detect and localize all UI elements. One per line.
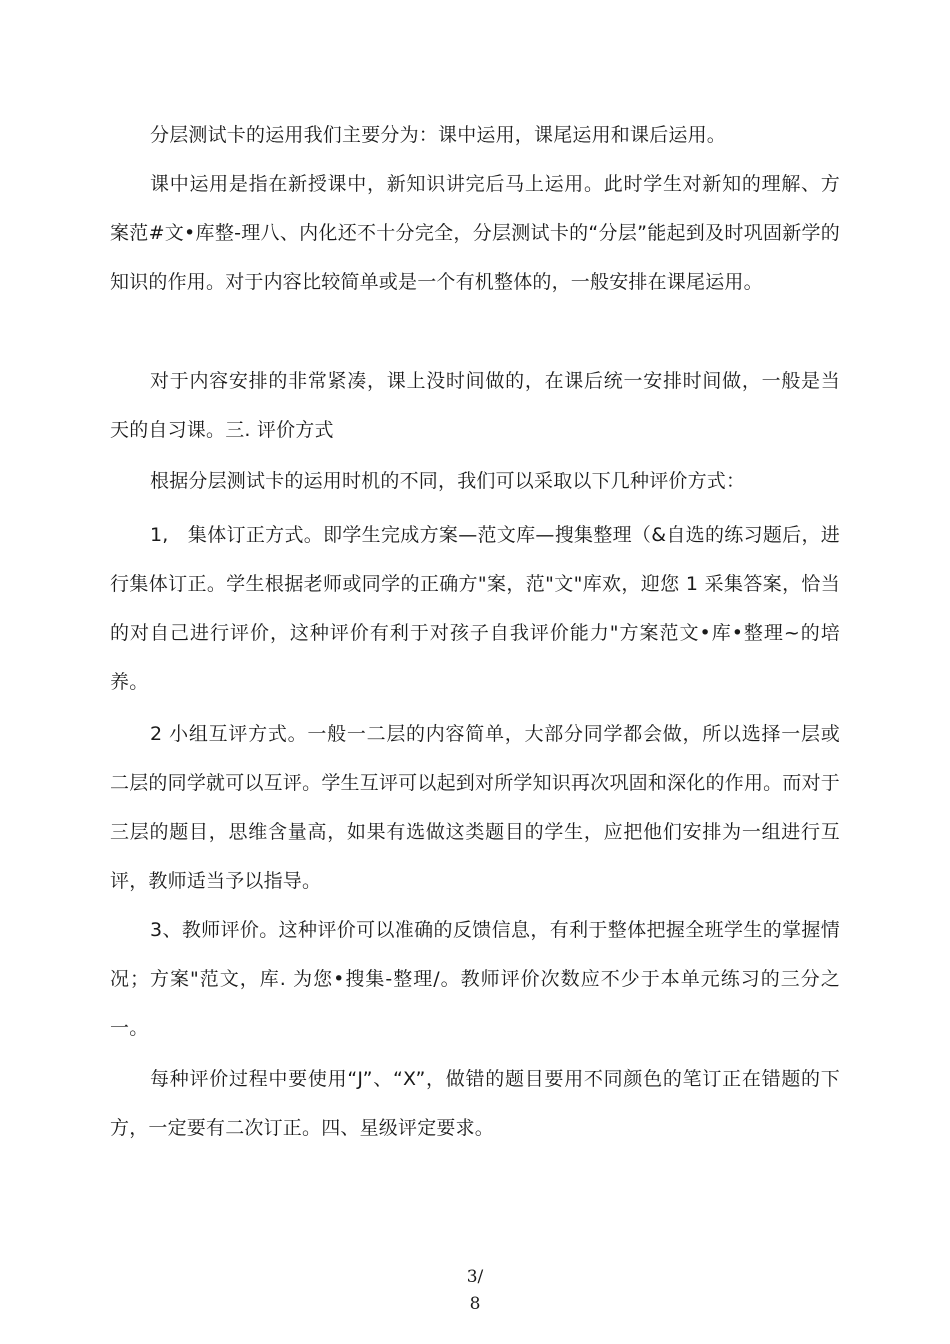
- page-number: [455, 1264, 495, 1318]
- paragraph-5: 1, 集体订正方式。即学生完成方案—范文库—搜集整理（&自选的练习题后，进行集体订正。学生根据老师或同学的正确方"案，范"文"库欢，迎您 1 采集答案，恰当的对自己进行评价，这种评价有利于对孩子自我评价能力"方案范文•库•整理~的培养。: [110, 524, 840, 693]
- paragraph-7: 3、教师评价。这种评价可以准确的反馈信息，有利于整体把握全班学生的掌握情况；方案"范文，库. 为您•搜集-整理/。教师评价次数应不少于本单元练习的三分之一。: [110, 919, 840, 1039]
- paragraph-2: 课中运用是指在新授课中，新知识讲完后马上运用。此时学生对新知的理解、方案范#文•库整-理八、内化还不十分完全，分层测试卡的“分层”能起到及时巩固新学的知识的作用。对于内容比较简单或是一个有机整体的，一般安排在课尾运用。: [110, 173, 840, 293]
- paragraph-4: 根据分层测试卡的运用时机的不同，我们可以采取以下几种评价方式：: [150, 470, 746, 492]
- page-number-current: 3/: [466, 1267, 484, 1287]
- paragraph-3: 对于内容安排的非常紧凑，课上没时间做的，在课后统一安排时间做，一般是当天的自习课。三. 评价方式: [110, 370, 840, 441]
- page-number-total: 8: [469, 1294, 481, 1314]
- paragraph-6: 2 小组互评方式。一般一二层的内容简单，大部分同学都会做，所以选择一层或二层的同学就可以互评。学生互评可以起到对所学知识再次巩固和深化的作用。而对于三层的题目，思维含量高，如果有选做这类题目的学生，应把他们安排为一组进行互评，教师适当予以指导。: [110, 723, 840, 892]
- paragraph-1: 分层测试卡的运用我们主要分为：课中运用，课尾运用和课后运用。: [150, 124, 727, 146]
- paragraph-8: 每种评价过程中要使用“J”、“X”，做错的题目要用不同颜色的笔订正在错题的下方，一定要有二次订正。四、星级评定要求。: [110, 1068, 840, 1139]
